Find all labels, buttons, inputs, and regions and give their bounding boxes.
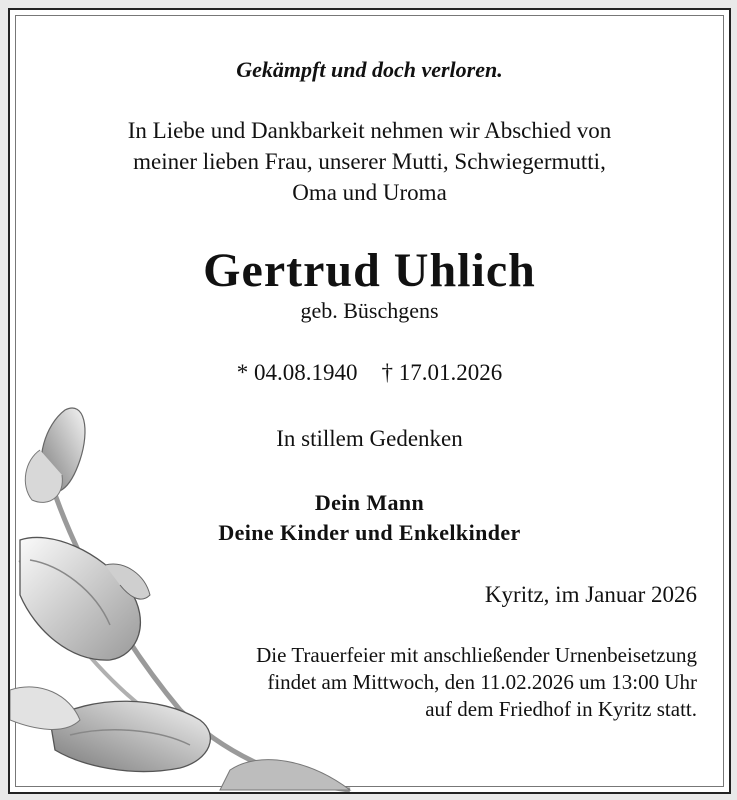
intro-text <box>10 115 729 208</box>
maiden-name: geb. Büschgens <box>300 298 439 323</box>
deceased-name: Gertrud Uhlich <box>203 244 536 297</box>
intro-line: In Liebe und Dankbarkeit nehmen wir Abschied von <box>127 118 612 143</box>
mourner-line: Dein Mann <box>314 490 425 515</box>
life-dates <box>10 360 729 386</box>
intro-line: meiner lieben Frau, unserer Mutti, Schwiegermutti, <box>133 149 606 174</box>
service-info <box>256 642 697 723</box>
memory-line: In stillem Gedenken <box>276 426 463 451</box>
motto: Gekämpft und doch verloren. <box>236 57 503 82</box>
death-date: † 17.01.2026 <box>381 360 503 385</box>
service-line: Die Trauerfeier mit anschließender Urnenbeisetzung <box>256 643 697 667</box>
mourner-line: Deine Kinder und Enkelkinder <box>218 520 521 545</box>
service-line: auf dem Friedhof in Kyritz statt. <box>425 697 697 721</box>
obituary-frame <box>8 8 731 794</box>
place-date: Kyritz, im Januar 2026 <box>484 582 697 607</box>
mourners <box>10 488 729 548</box>
service-line: findet am Mittwoch, den 11.02.2026 um 13:00 Uhr <box>267 670 697 694</box>
intro-line: Oma und Uroma <box>292 180 447 205</box>
birth-date: * 04.08.1940 <box>236 360 358 385</box>
